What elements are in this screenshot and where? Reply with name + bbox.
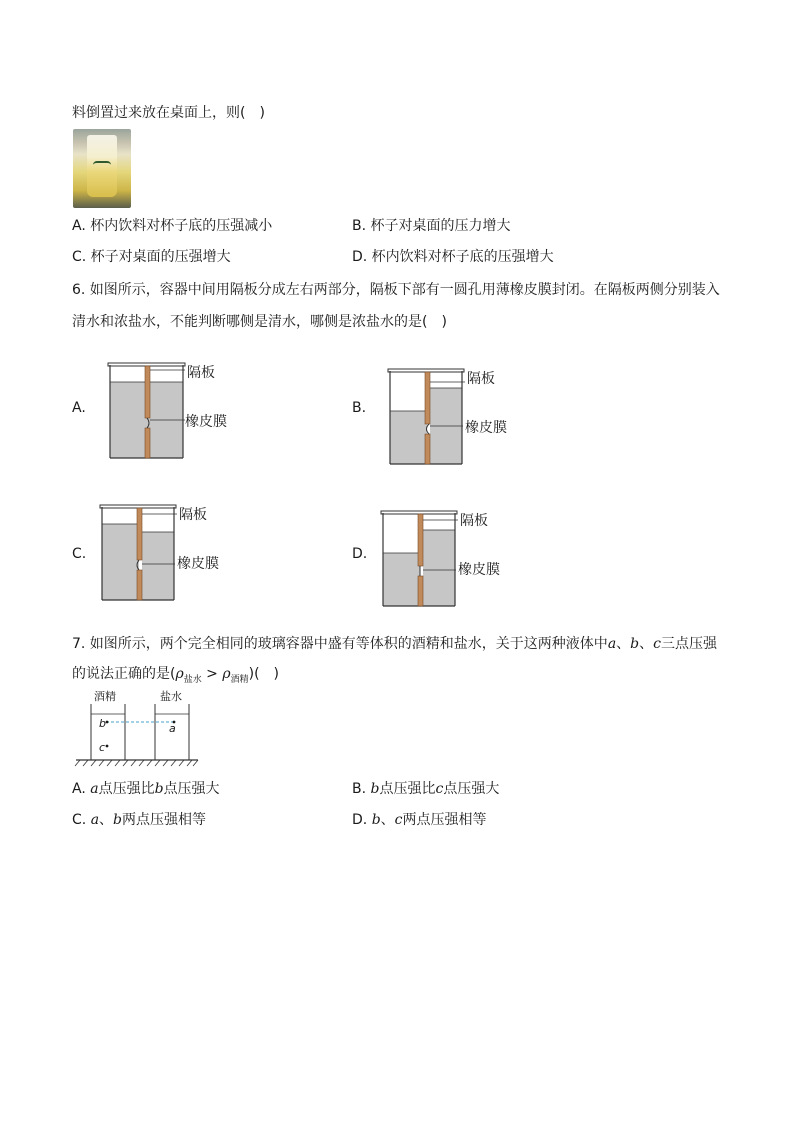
- partition-label: 隔板: [187, 365, 215, 381]
- partition-lower: [425, 434, 430, 464]
- partition-label: 隔板: [467, 371, 495, 387]
- partition-lower: [145, 428, 150, 458]
- q7-stem-line2: 的说法正确的是$(\rho_{盐水} > \rho_{酒精})$( ): [72, 666, 279, 685]
- liquid-left: [390, 411, 427, 464]
- point-b-label: b: [99, 717, 106, 730]
- q7-option-b: B. b点压强比c点压强大: [352, 781, 500, 797]
- liquid-left: [102, 524, 139, 600]
- membrane-label: 橡皮膜: [458, 562, 500, 578]
- point-c-label: c: [99, 741, 106, 754]
- membrane-label: 橡皮膜: [177, 556, 219, 572]
- alcohol-label: 酒精: [94, 690, 116, 703]
- q6-figure-b: [385, 366, 535, 468]
- q6-stem-line2: 清水和浓盐水，不能判断哪侧是清水，哪侧是浓盐水的是( ): [72, 314, 447, 330]
- q6-fig-a-letter: A.: [72, 400, 86, 416]
- partition-lower: [418, 576, 423, 606]
- q6-stem-line1: 6. 如图所示，容器中间用隔板分成左右两部分，隔板下部有一圆孔用薄橡皮膜封闭。在隔板两侧分别装入: [72, 282, 720, 298]
- q7-stem-line1: 7. 如图所示，两个完全相同的玻璃容器中盛有等体积的酒精和盐水，关于这两种液体中a、b、c三点压强: [72, 636, 717, 652]
- membrane-label: 橡皮膜: [185, 414, 227, 430]
- drink-cup-photo: [73, 129, 131, 208]
- q6-figure-c: [97, 502, 247, 604]
- q6-fig-c-letter: C.: [72, 546, 87, 562]
- partition-upper: [425, 372, 430, 424]
- saltwater-label: 盐水: [160, 690, 182, 703]
- membrane-label: 橡皮膜: [465, 420, 507, 436]
- q5-stem: 料倒置过来放在桌面上，则( ): [72, 105, 265, 121]
- q5-option-b: B. 杯子对桌面的压力增大: [352, 218, 511, 234]
- q5-option-a: A. 杯内饮料对杯子底的压强减小: [72, 218, 273, 234]
- point-b-dot: [106, 721, 109, 724]
- q5-option-c: C. 杯子对桌面的压强增大: [72, 249, 231, 265]
- q6-figure-d: [378, 508, 528, 610]
- partition-upper: [418, 514, 423, 566]
- q7-figure: [70, 688, 205, 770]
- liquid-right: [142, 532, 174, 600]
- q6-fig-b-letter: B.: [352, 400, 367, 416]
- liquid-right: [423, 530, 455, 606]
- partition-upper: [145, 366, 150, 418]
- partition-upper: [137, 508, 142, 560]
- q6-fig-d-letter: D.: [352, 546, 368, 562]
- cup-logo: [93, 161, 111, 171]
- q7-option-c: C. a、b两点压强相等: [72, 812, 207, 828]
- q7-option-a: A. a点压强比b点压强大: [72, 781, 220, 797]
- partition-label: 隔板: [460, 513, 488, 529]
- q7-option-d: D. b、c两点压强相等: [352, 812, 487, 828]
- liquid-left: [383, 553, 420, 606]
- partition-lower: [137, 570, 142, 600]
- partition-label: 隔板: [179, 507, 207, 523]
- q6-figure-a: [105, 360, 255, 462]
- q5-option-d: D. 杯内饮料对杯子底的压强增大: [352, 249, 554, 265]
- ground-hatching: [75, 760, 198, 766]
- point-c-dot: [106, 745, 109, 748]
- point-a-label: a: [169, 722, 176, 735]
